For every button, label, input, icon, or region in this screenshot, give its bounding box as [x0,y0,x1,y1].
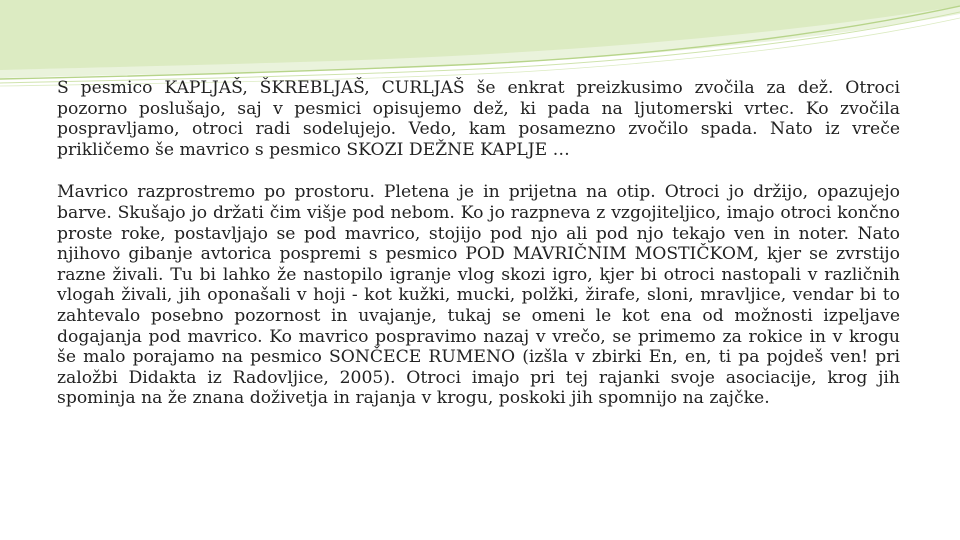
body-paragraph-2: Mavrico razprostremo po prostoru. Pletena je in prijetna na otip. Otroci jo držijo, opazujejo barve. Skušajo jo držati čim višje pod nebom. Ko jo razpneva z vzgojiteljico, imajo otroci končno proste roke, postavljajo se pod mavrico, stojijo pod njo ali pod njo tekajo ven in noter. Nato njihovo gibanje avtorica pospremi s pesmico POD MAVRIČNIM MOSTIČKOM, kjer se zvrstijo razne živali. Tu bi lahko že nastopilo igranje vlog skozi igro, kjer bi otroci nastopali v različnih vlogah živali, jih oponašali v hoji - kot kužki, mucki, polžki, žirafe, sloni, mravljice, vendar bi to zahtevalo posebno pozornost in uvajanje, tukaj se omeni le kot ena od možnosti izpeljave dogajanja pod mavrico. Ko mavrico pospravimo nazaj v vrečo, se primemo za rokice in v krogu še malo porajamo na pesmico SONČECE RUMENO (izšla v zbirki En, en, ti pa pojdeš ven! pri založbi Didakta iz Radovljice, 2005). Otroci imajo pri tej rajanki svoje asociacije, krog jih spominja na že znana doživetja in rajanja v krogu, poskoki jih spomnijo na zajčke. [57,182,900,409]
header-wave-decoration [0,0,960,90]
body-paragraph-1: S pesmico KAPLJAŠ, ŠKREBLJAŠ, CURLJAŠ še enkrat preizkusimo zvočila za dež. Otroci pozorno poslušajo, saj v pesmici opisujemo dež, ki pada na ljutomerski vrtec. Ko zvočila pospravljamo, otroci radi sodelujejo. Vedo, kam posamezno zvočilo spada. Nato iz vreče prikličemo še mavrico s pesmico SKOZI DEŽNE KAPLJE … [57,78,900,160]
slide-content [57,78,900,409]
